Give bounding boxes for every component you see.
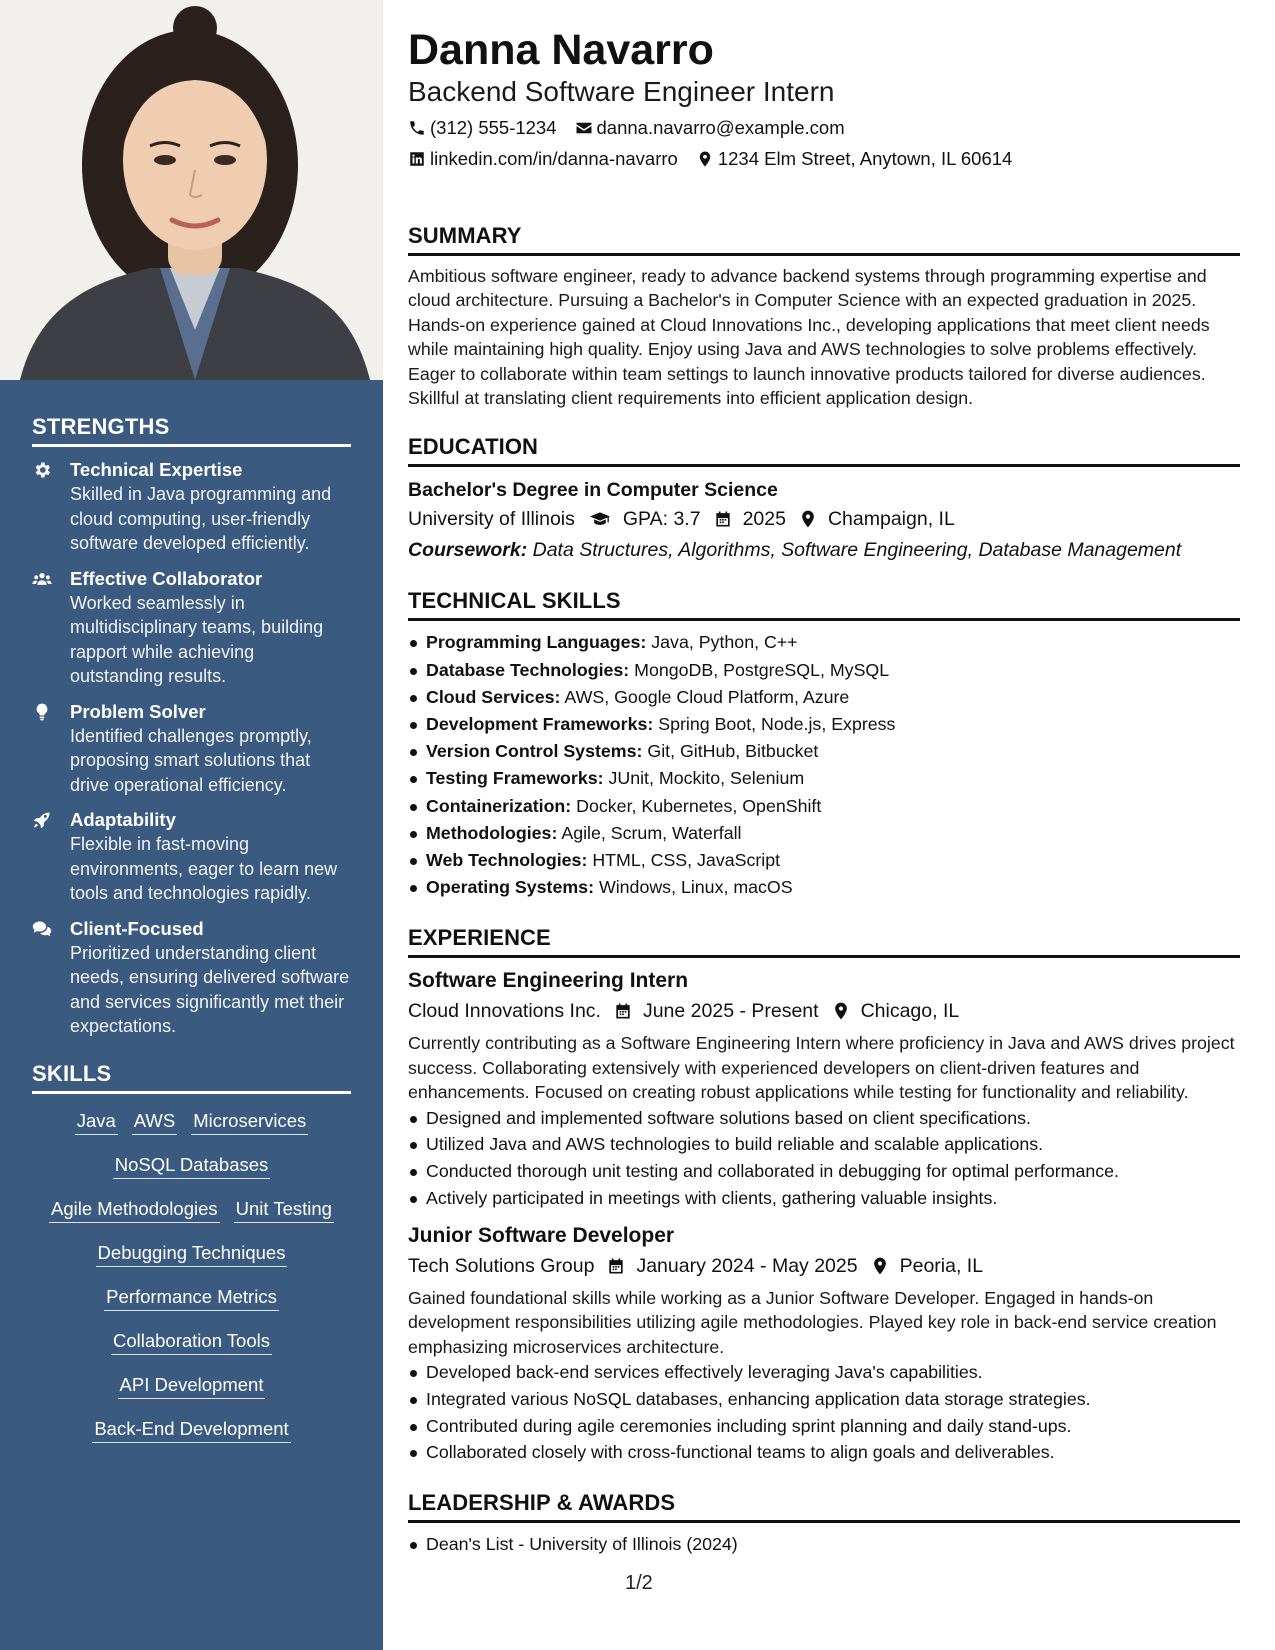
skill-tag: Agile Methodologies	[49, 1198, 220, 1223]
gpa-item: GPA: 3.7	[587, 505, 701, 533]
skill-tag: AWS	[132, 1110, 177, 1135]
address-contact	[696, 147, 1012, 171]
skill-tag: Java	[75, 1110, 118, 1135]
job-bullets	[408, 1359, 1240, 1466]
list-item: Utilized Java and AWS technologies to build reliable and scalable applications.	[408, 1131, 1240, 1158]
page-number: 1/2	[625, 1572, 653, 1594]
map-marker-icon	[798, 509, 818, 529]
school-name: University of Illinois	[408, 508, 575, 531]
awards-list	[408, 1531, 1240, 1558]
phone-text: (312) 555-1234	[430, 117, 557, 138]
skill-tag: Unit Testing	[234, 1198, 334, 1223]
profile-photo	[0, 0, 383, 380]
strength-description: Flexible in fast-moving environments, eager to learn new tools and technologies rapidly.	[70, 834, 338, 903]
skills-tags	[32, 1094, 351, 1443]
job-entry	[408, 967, 1240, 1211]
list-item: Actively participated in meetings with clients, gathering valuable insights.	[408, 1185, 1240, 1212]
strength-item	[32, 700, 351, 798]
linkedin-contact[interactable]	[408, 147, 678, 171]
strength-title: Effective Collaborator	[70, 567, 263, 589]
graduation-year: 2025	[713, 505, 786, 533]
list-item: Conducted thorough unit testing and collaborated in debugging for optimal performance.	[408, 1158, 1240, 1185]
skill-tag: Performance Metrics	[104, 1286, 279, 1311]
list-item: Development Frameworks: Spring Boot, Node.js, Express	[408, 711, 1240, 738]
contact-row	[408, 116, 1240, 140]
calendar-icon	[613, 1001, 633, 1021]
list-item: Integrated various NoSQL databases, enhancing application data storage strategies.	[408, 1386, 1240, 1413]
job-title: Software Engineering Intern	[408, 969, 689, 993]
list-item: Operating Systems: Windows, Linux, macOS	[408, 874, 1240, 901]
strength-description: Prioritized understanding client needs, ensuring delivered software and services significantly met their expectations.	[70, 942, 350, 1036]
summary-text: Ambitious software engineer, ready to advance backend systems through programming expertise and cloud architecture. Pursuing a Bachelor's in Computer Science with an expected graduation in 2025. Hands-on experience gained at Cloud Innovations Inc., developing applications that meet client needs while maintaining high quality. Enjoy using Java and AWS technologies to solve problems effectively. Eager to collaborate within team settings to launch innovative products tailored for diverse audiences. Skillful at translating client requirements into efficient application design.	[408, 266, 1210, 409]
experience-heading: EXPERIENCE	[408, 925, 1240, 958]
job-dates: January 2024 - May 2025	[606, 1252, 857, 1280]
strength-title: Client-Focused	[70, 917, 204, 939]
strengths-section	[0, 380, 383, 1443]
candidate-title: Backend Software Engineer Intern	[408, 76, 835, 107]
email-contact[interactable]	[575, 116, 845, 140]
job-entry	[408, 1222, 1240, 1466]
job-dates: June 2025 - Present	[613, 997, 819, 1025]
education-meta	[408, 505, 1240, 533]
phone-contact[interactable]	[408, 116, 557, 140]
strength-description: Worked seamlessly in multidisciplinary teams, building rapport while achieving outstanding results.	[70, 592, 324, 686]
sidebar	[0, 0, 383, 1650]
skills-heading: SKILLS	[32, 1039, 351, 1094]
strength-title: Problem Solver	[70, 700, 206, 722]
coursework-list: Data Structures, Algorithms, Software Engineering, Database Management	[532, 539, 1182, 562]
company-name: Tech Solutions Group	[408, 1254, 595, 1277]
rocket-icon	[32, 808, 70, 906]
skill-tag: Microservices	[191, 1110, 308, 1135]
phone-icon	[408, 119, 426, 137]
coursework-label: Coursework:	[408, 539, 528, 562]
strength-item	[32, 567, 351, 689]
coursework	[408, 536, 1240, 564]
main-content	[408, 0, 1240, 1558]
calendar-icon	[713, 509, 733, 529]
users-icon	[32, 567, 70, 689]
email-text: danna.navarro@example.com	[596, 117, 845, 138]
job-title: Junior Software Developer	[408, 1223, 675, 1247]
strength-title: Technical Expertise	[70, 459, 243, 480]
list-item: Database Technologies: MongoDB, PostgreSQL, MySQL	[408, 657, 1240, 684]
list-item: Dean's List - University of Illinois (2024)	[408, 1531, 1240, 1558]
skill-tag: NoSQL Databases	[113, 1154, 271, 1179]
degree-title: Bachelor's Degree in Computer Science	[408, 479, 778, 502]
envelope-icon	[575, 119, 593, 137]
list-item: Programming Languages: Java, Python, C++	[408, 629, 1240, 656]
list-item: Designed and implemented software solutions based on client specifications.	[408, 1105, 1240, 1132]
comments-icon	[32, 917, 70, 1039]
map-marker-icon	[696, 150, 714, 168]
job-summary: Gained foundational skills while working as a Junior Software Developer. Engaged in hands-on development responsibilities utilizing agile methodologies. Played key role in back-end service creation emphasizing microservices architecture.	[408, 1287, 1217, 1357]
job-summary: Currently contributing as a Software Engineering Intern where proficiency in Java and AWS drives project success. Collaborating extensively with experienced developers on client-driven features and enhancements. Focused on creating robust applications while testing for functionality and reliability.	[408, 1033, 1235, 1103]
list-item: Version Control Systems: Git, GitHub, Bitbucket	[408, 738, 1240, 765]
address-text: 1234 Elm Street, Anytown, IL 60614	[717, 148, 1013, 169]
map-marker-icon	[870, 1256, 890, 1276]
technical-skills-list	[408, 629, 1240, 901]
candidate-name: Danna Navarro	[408, 26, 714, 74]
skill-tag: Back-End Development	[92, 1418, 290, 1443]
strengths-heading: STRENGTHS	[32, 380, 351, 447]
list-item: Collaborated closely with cross-functional teams to align goals and deliverables.	[408, 1439, 1240, 1466]
linkedin-text: linkedin.com/in/danna-navarro	[430, 148, 678, 169]
job-meta	[408, 997, 1240, 1025]
strength-description: Skilled in Java programming and cloud computing, user-friendly software developed efficiently.	[70, 484, 332, 553]
summary-heading: SUMMARY	[408, 223, 1240, 256]
strength-item	[32, 917, 351, 1039]
list-item: Cloud Services: AWS, Google Cloud Platform, Azure	[408, 684, 1240, 711]
strength-title: Adaptability	[70, 809, 176, 830]
skill-tag: Debugging Techniques	[96, 1242, 288, 1267]
lightbulb-icon	[32, 700, 70, 798]
list-item: Contributed during agile ceremonies including sprint planning and daily stand-ups.	[408, 1413, 1240, 1440]
job-location: Chicago, IL	[831, 997, 960, 1025]
education-location: Champaign, IL	[798, 505, 955, 533]
strength-item	[32, 458, 351, 556]
skill-tag: Collaboration Tools	[111, 1330, 272, 1355]
list-item: Developed back-end services effectively leveraging Java's capabilities.	[408, 1359, 1240, 1386]
education-heading: EDUCATION	[408, 434, 1240, 467]
graduation-cap-icon	[587, 509, 613, 529]
list-item: Containerization: Docker, Kubernetes, OpenShift	[408, 793, 1240, 820]
skill-tag: API Development	[118, 1374, 266, 1399]
job-meta	[408, 1252, 1240, 1280]
company-name: Cloud Innovations Inc.	[408, 1000, 601, 1023]
list-item: Methodologies: Agile, Scrum, Waterfall	[408, 820, 1240, 847]
strength-item	[32, 808, 351, 906]
leadership-heading: LEADERSHIP & AWARDS	[408, 1490, 1240, 1523]
job-location: Peoria, IL	[870, 1252, 983, 1280]
calendar-icon	[606, 1256, 626, 1276]
job-bullets	[408, 1105, 1240, 1212]
gear-icon	[32, 458, 70, 556]
linkedin-icon	[408, 150, 426, 168]
technical-skills-heading: TECHNICAL SKILLS	[408, 588, 1240, 621]
map-marker-icon	[831, 1001, 851, 1021]
list-item: Web Technologies: HTML, CSS, JavaScript	[408, 847, 1240, 874]
contact-row	[408, 147, 1240, 171]
list-item: Testing Frameworks: JUnit, Mockito, Selenium	[408, 765, 1240, 792]
strength-description: Identified challenges promptly, proposing smart solutions that drive operational efficiency.	[70, 725, 312, 795]
